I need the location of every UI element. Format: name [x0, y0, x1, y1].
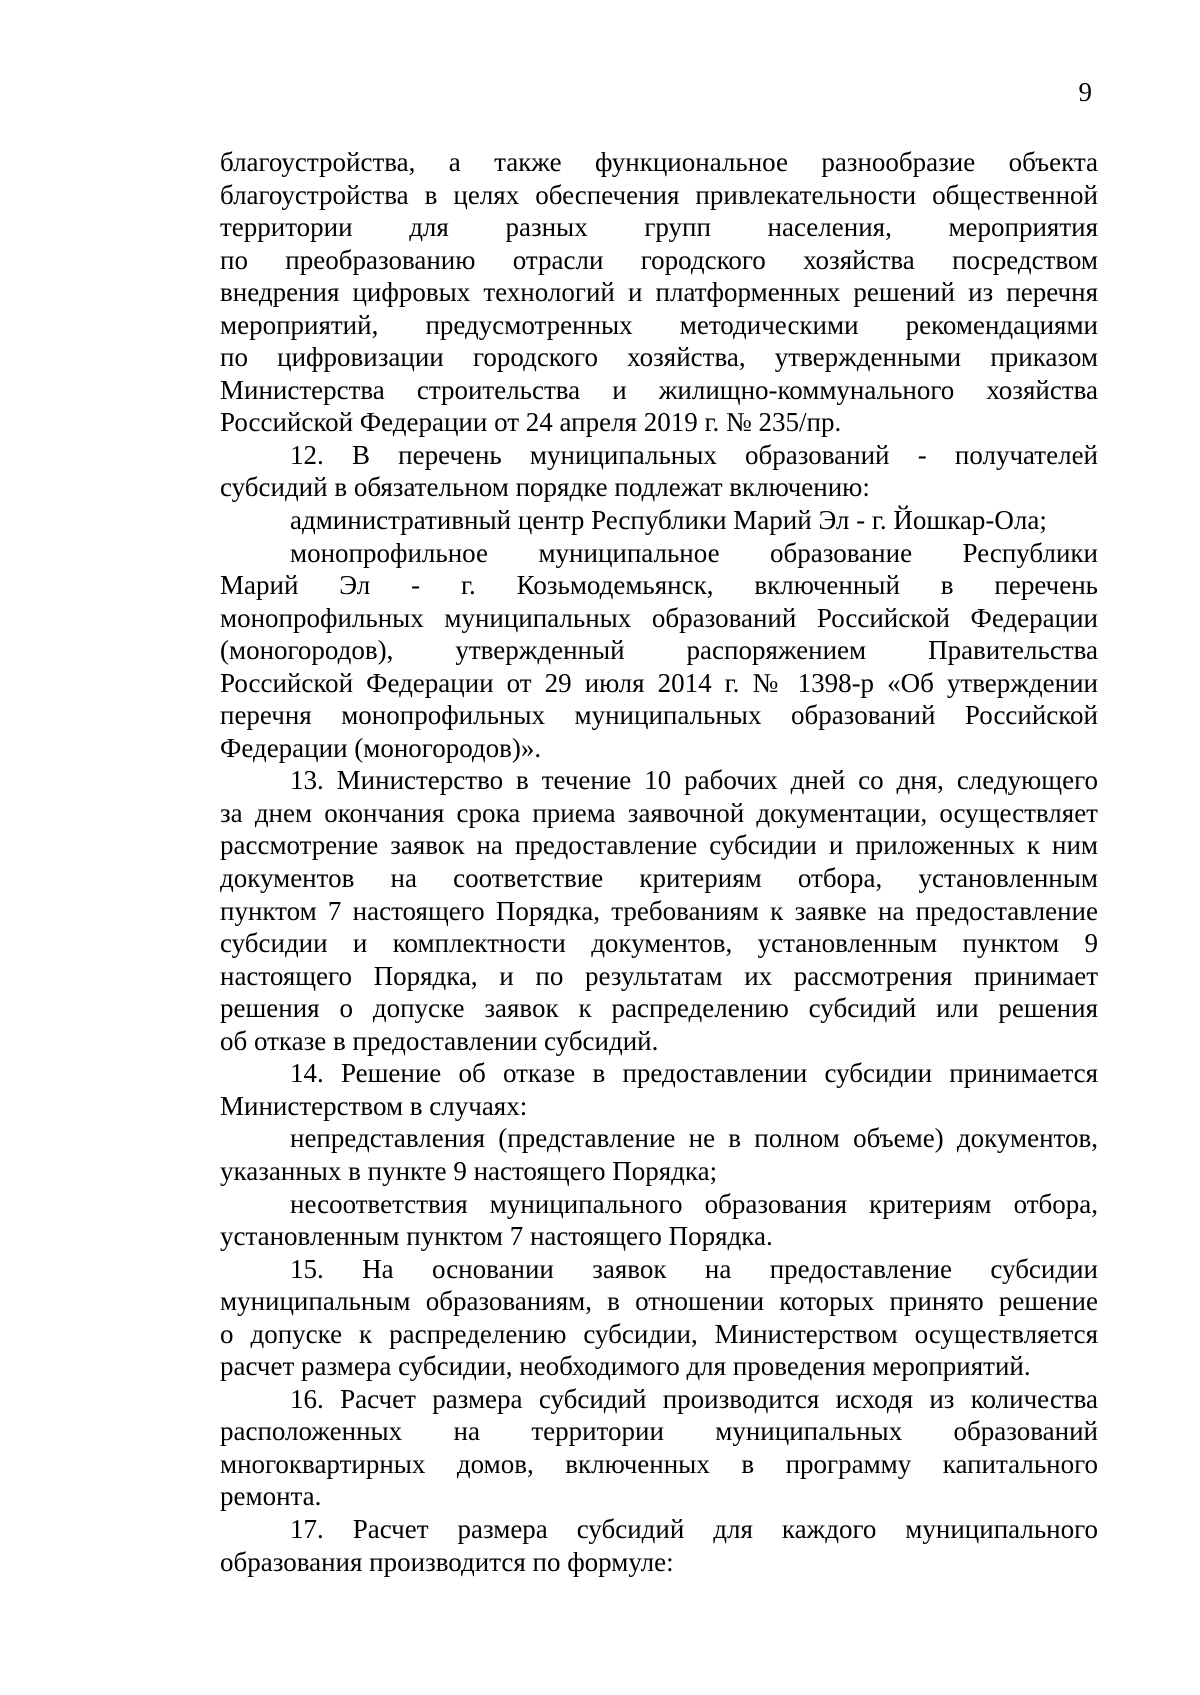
text-line: Министерства строительства и жилищно-коммунального хозяйства	[220, 374, 1098, 405]
text-line: непредставления (представление не в полном объеме) документов,	[290, 1123, 1098, 1154]
text-line: мероприятий, предусмотренных методическими рекомендациями	[220, 309, 1098, 340]
text-line: рассмотрение заявок на предоставление субсидии и приложенных к ним	[220, 830, 1098, 861]
text-line: по преобразованию отрасли городского хозяйства посредством	[220, 244, 1098, 275]
text-line: расчет размера субсидии, необходимого для проведения мероприятий.	[220, 1351, 1031, 1382]
paragraph-12-a	[220, 504, 1098, 537]
text-line: благоустройства в целях обеспечения привлекательности общественной	[220, 179, 1098, 210]
text-line: ремонта.	[220, 1481, 322, 1512]
text-line: Марий Эл - г. Козьмодемьянск, включенный в перечень	[220, 570, 1098, 601]
text-line: благоустройства, а также функциональное разнообразие объекта	[220, 147, 1098, 177]
text-line: 15. На основании заявок на предоставление субсидии	[290, 1253, 1098, 1284]
text-line: установленным пунктом 7 настоящего Порядка.	[220, 1221, 773, 1252]
text-line: настоящего Порядка, и по результатам их рассмотрения принимает	[220, 960, 1098, 991]
text-line: за днем окончания срока приема заявочной документации, осуществляет	[220, 797, 1098, 828]
text-line: многоквартирных домов, включенных в программу капитального	[220, 1448, 1098, 1479]
text-line: пунктом 7 настоящего Порядка, требованиям к заявке на предоставление	[220, 895, 1098, 926]
document-body	[220, 146, 1098, 1578]
text-line: административный центр Республики Марий Эл - г. Йошкар-Ола;	[290, 505, 1047, 536]
text-line: внедрения цифровых технологий и платформенных решений из перечня	[220, 277, 1098, 308]
text-line: перечня монопрофильных муниципальных образований Российской	[220, 700, 1098, 731]
text-line: монопрофильное муниципальное образование Республики	[290, 537, 1098, 568]
text-line: об отказе в предоставлении субсидий.	[220, 1025, 659, 1056]
paragraph-14-b	[220, 1188, 1098, 1253]
text-line: Министерством в случаях:	[220, 1090, 528, 1121]
text-line: субсидии и комплектности документов, установленным пунктом 9	[220, 928, 1098, 959]
text-line: 16. Расчет размера субсидий производится исходя из количества	[290, 1383, 1098, 1414]
text-line: образования производится по формуле:	[220, 1546, 674, 1577]
text-line: Российской Федерации от 24 апреля 2019 г. № 235/пр.	[220, 407, 842, 438]
text-line: монопрофильных муниципальных образований Российской Федерации	[220, 602, 1098, 633]
paragraph-14	[220, 1057, 1098, 1122]
paragraph-17	[220, 1513, 1098, 1578]
text-line: документов на соответствие критериям отбора, установленным	[220, 863, 1098, 894]
paragraph-12	[220, 439, 1098, 504]
paragraph-14-a	[220, 1122, 1098, 1187]
text-line: 14. Решение об отказе в предоставлении субсидии принимается	[290, 1058, 1098, 1089]
paragraph-12-b	[220, 537, 1098, 765]
text-line: 12. В перечень муниципальных образований - получателей	[290, 439, 1098, 470]
paragraph-continuation	[220, 146, 1098, 439]
paragraph-16	[220, 1383, 1098, 1513]
text-line: несоответствия муниципального образования критериям отбора,	[290, 1188, 1098, 1219]
text-line: о допуске к распределению субсидии, Министерством осуществляется	[220, 1318, 1098, 1349]
text-line: Российской Федерации от 29 июля 2014 г. № 1398-р «Об утверждении	[220, 667, 1098, 698]
text-line: территории для разных групп населения, мероприятия	[220, 212, 1098, 243]
page-number: 9	[1078, 77, 1092, 107]
text-line: расположенных на территории муниципальных образований	[220, 1416, 1098, 1447]
text-line: 17. Расчет размера субсидий для каждого муниципального	[290, 1513, 1098, 1544]
text-line: муниципальным образованиям, в отношении которых принято решение	[220, 1286, 1098, 1317]
text-line: Федерации (моногородов)».	[220, 732, 542, 763]
paragraph-15	[220, 1253, 1098, 1383]
text-line: по цифровизации городского хозяйства, утвержденными приказом	[220, 342, 1098, 373]
text-line: (моногородов), утвержденный распоряжением Правительства	[220, 635, 1098, 666]
text-line: указанных в пункте 9 настоящего Порядка;	[220, 1155, 718, 1186]
paragraph-13	[220, 764, 1098, 1057]
text-line: решения о допуске заявок к распределению субсидий или решения	[220, 993, 1098, 1024]
text-line: 13. Министерство в течение 10 рабочих дней со дня, следующего	[290, 765, 1098, 796]
text-line: субсидий в обязательном порядке подлежат включению:	[220, 472, 870, 503]
